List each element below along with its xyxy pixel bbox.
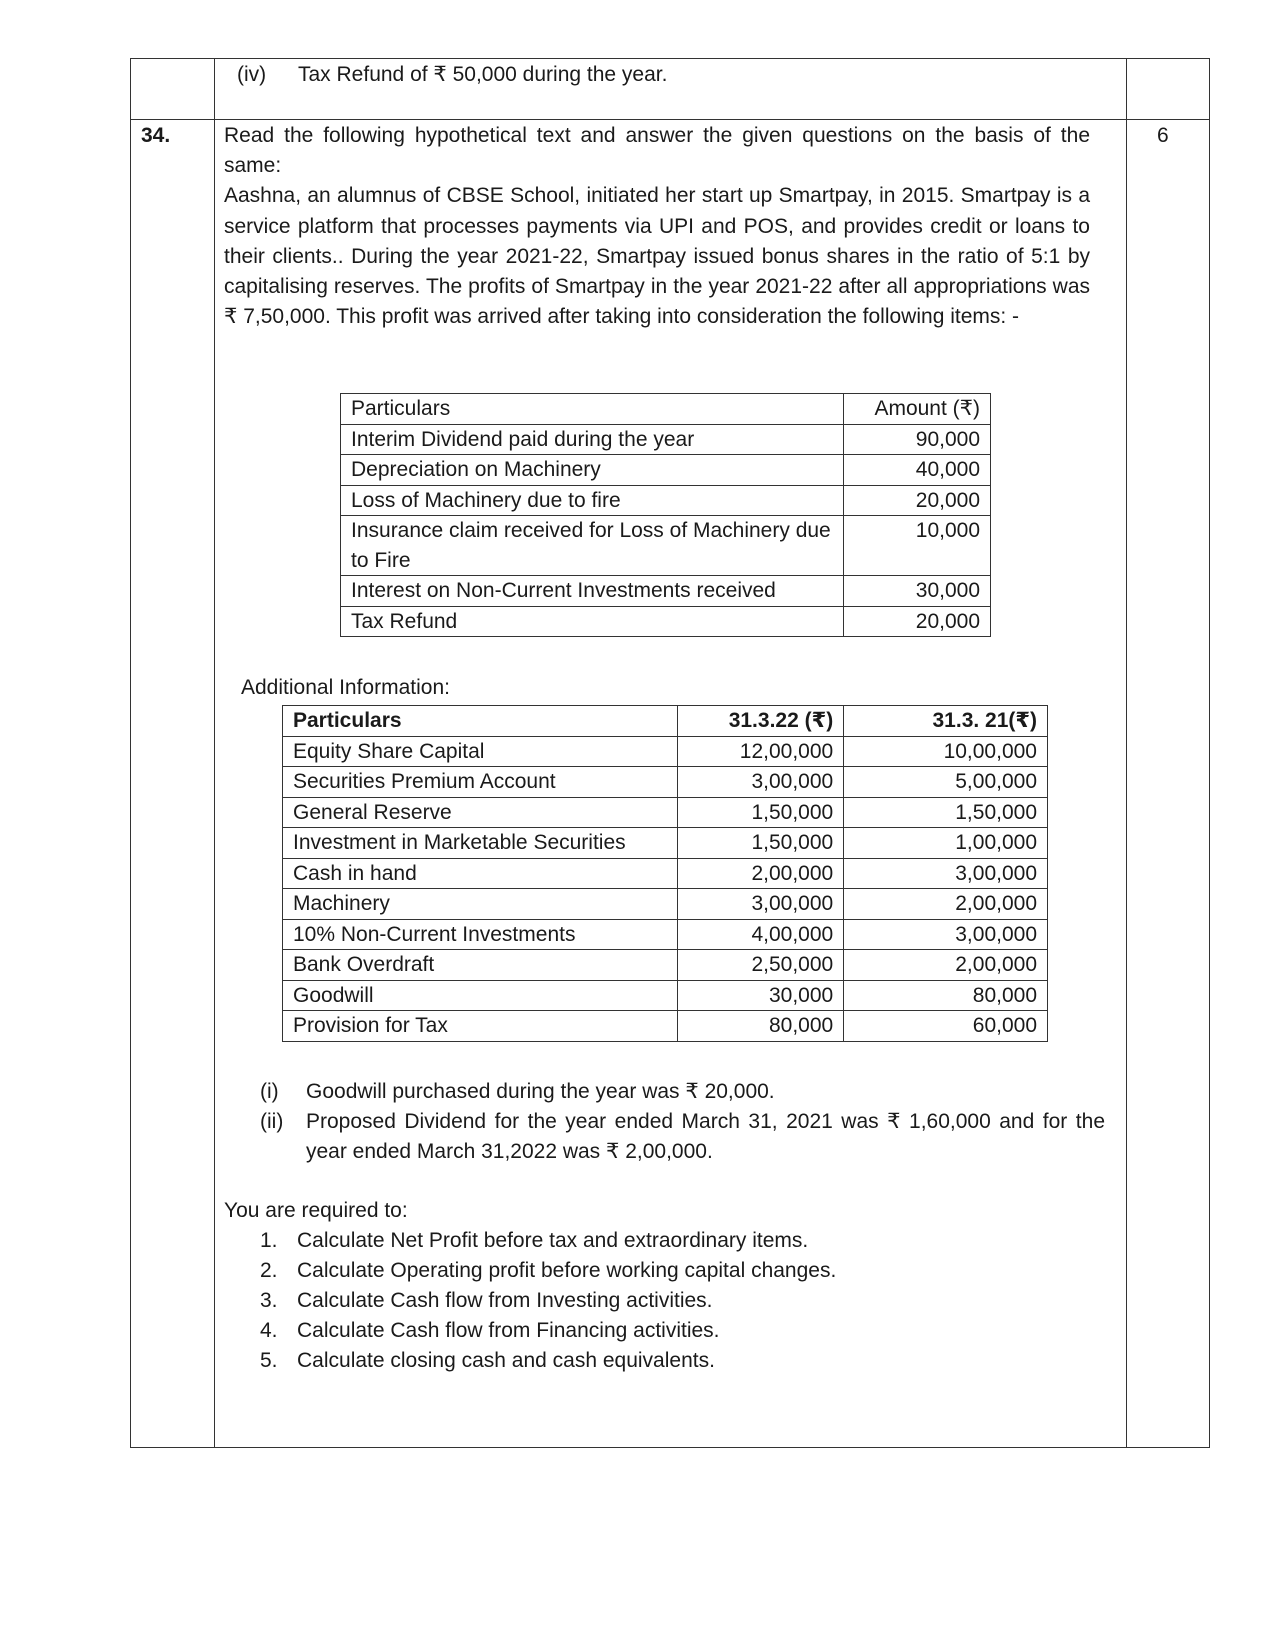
list-item <box>260 1226 836 1256</box>
top-row-text: Tax Refund of ₹ 50,000 during the year. <box>298 63 668 86</box>
value-2021-cell: 60,000 <box>844 1011 1048 1042</box>
note-item <box>260 1107 1105 1167</box>
notes-list <box>260 1077 1105 1167</box>
note-text: Proposed Dividend for the year ended March 31, 2021 was ₹ 1,60,000 and for the year ended March 31,2022 was ₹ 2,00,000. <box>306 1110 1105 1163</box>
header-cell: 31.3.22 (₹) <box>678 706 844 737</box>
table-row <box>341 455 991 486</box>
item-number: 3. <box>260 1289 278 1312</box>
value-2022-cell: 30,000 <box>678 980 844 1011</box>
particular-cell: Provision for Tax <box>283 1011 678 1042</box>
question-passage: Aashna, an alumnus of CBSE School, initiated her start up Smartpay, in 2015. Smartpay is a service platform that processes payments via UPI and POS, and provides credit or loans to their clients.. During the year 2021-22, Smartpay issued bonus shares in the ratio of 5:1 by capitalising reserves. The profits of Smartpay in the year 2021-22 after all appropriations was ₹ 7,50,000. This profit was arrived after taking into consideration the following items: - <box>224 184 1090 329</box>
question-marks: 6 <box>1157 124 1169 147</box>
particular-cell: Tax Refund <box>341 606 844 637</box>
item-text: Calculate Cash flow from Investing activities. <box>297 1289 713 1312</box>
value-2021-cell: 2,00,000 <box>844 950 1048 981</box>
table-header-row <box>283 706 1048 737</box>
value-2022-cell: 2,50,000 <box>678 950 844 981</box>
item-number: 2. <box>260 1259 278 1282</box>
question-text <box>224 121 1090 332</box>
particular-cell: General Reserve <box>283 797 678 828</box>
requirements-list <box>224 1226 836 1376</box>
item-number: 1. <box>260 1229 278 1252</box>
additional-info-table <box>282 705 1048 1042</box>
table-row <box>341 516 991 576</box>
top-row-label: (iv) <box>237 63 267 86</box>
particular-cell: Interest on Non-Current Investments received <box>341 576 844 607</box>
item-number: 4. <box>260 1319 278 1342</box>
requirements-title: You are required to: <box>224 1199 408 1222</box>
header-cell: Amount (₹) <box>844 394 991 425</box>
item-text: Calculate closing cash and cash equivalents. <box>297 1349 715 1372</box>
list-item <box>260 1316 836 1346</box>
value-2022-cell: 1,50,000 <box>678 828 844 859</box>
value-2021-cell: 1,00,000 <box>844 828 1048 859</box>
particular-cell: Loss of Machinery due to fire <box>341 485 844 516</box>
note-label: (ii) <box>260 1110 284 1133</box>
value-2021-cell: 3,00,000 <box>844 858 1048 889</box>
row-divider <box>131 119 1209 120</box>
items-table <box>340 393 991 637</box>
list-item <box>260 1286 836 1316</box>
table-row <box>341 424 991 455</box>
value-2022-cell: 80,000 <box>678 1011 844 1042</box>
value-2021-cell: 10,00,000 <box>844 736 1048 767</box>
particular-cell: Interim Dividend paid during the year <box>341 424 844 455</box>
particular-cell: Machinery <box>283 889 678 920</box>
particular-cell: Cash in hand <box>283 858 678 889</box>
value-2021-cell: 3,00,000 <box>844 919 1048 950</box>
table-row <box>341 576 991 607</box>
item-text: Calculate Cash flow from Financing activities. <box>297 1319 720 1342</box>
table-row <box>283 950 1048 981</box>
table-row <box>283 919 1048 950</box>
value-2022-cell: 4,00,000 <box>678 919 844 950</box>
table-header-row <box>341 394 991 425</box>
amount-cell: 90,000 <box>844 424 991 455</box>
table-row <box>283 889 1048 920</box>
column-divider <box>1126 59 1127 1447</box>
question-intro: Read the following hypothetical text and answer the given questions on the basis of the same: <box>224 124 1090 178</box>
list-item <box>260 1346 836 1376</box>
header-cell: 31.3. 21(₹) <box>844 706 1048 737</box>
additional-info-title: Additional Information: <box>241 676 450 699</box>
particular-cell: 10% Non-Current Investments <box>283 919 678 950</box>
table-row <box>283 828 1048 859</box>
particular-cell: Equity Share Capital <box>283 736 678 767</box>
table-row <box>341 606 991 637</box>
value-2022-cell: 12,00,000 <box>678 736 844 767</box>
amount-cell: 10,000 <box>844 516 991 576</box>
table-row <box>283 1011 1048 1042</box>
note-label: (i) <box>260 1080 279 1103</box>
amount-cell: 20,000 <box>844 606 991 637</box>
note-item <box>260 1077 1105 1107</box>
particular-cell: Securities Premium Account <box>283 767 678 798</box>
value-2022-cell: 1,50,000 <box>678 797 844 828</box>
note-text: Goodwill purchased during the year was ₹ 20,000. <box>306 1080 775 1103</box>
particular-cell: Bank Overdraft <box>283 950 678 981</box>
value-2021-cell: 80,000 <box>844 980 1048 1011</box>
value-2022-cell: 2,00,000 <box>678 858 844 889</box>
amount-cell: 20,000 <box>844 485 991 516</box>
table-row <box>283 980 1048 1011</box>
value-2021-cell: 2,00,000 <box>844 889 1048 920</box>
table-row <box>341 485 991 516</box>
value-2021-cell: 1,50,000 <box>844 797 1048 828</box>
particular-cell: Depreciation on Machinery <box>341 455 844 486</box>
value-2022-cell: 3,00,000 <box>678 889 844 920</box>
list-item <box>260 1256 836 1286</box>
column-divider <box>214 59 215 1447</box>
amount-cell: 30,000 <box>844 576 991 607</box>
table-row <box>283 736 1048 767</box>
particular-cell: Investment in Marketable Securities <box>283 828 678 859</box>
particular-cell: Insurance claim received for Loss of Machinery due to Fire <box>341 516 844 576</box>
item-number: 5. <box>260 1349 278 1372</box>
table-row <box>283 767 1048 798</box>
header-cell: Particulars <box>341 394 844 425</box>
table-row <box>283 797 1048 828</box>
item-text: Calculate Operating profit before working capital changes. <box>297 1259 837 1282</box>
item-text: Calculate Net Profit before tax and extraordinary items. <box>297 1229 809 1252</box>
table-row <box>283 858 1048 889</box>
question-number: 34. <box>141 124 171 147</box>
value-2022-cell: 3,00,000 <box>678 767 844 798</box>
header-cell: Particulars <box>283 706 678 737</box>
value-2021-cell: 5,00,000 <box>844 767 1048 798</box>
particular-cell: Goodwill <box>283 980 678 1011</box>
requirements <box>224 1196 836 1376</box>
amount-cell: 40,000 <box>844 455 991 486</box>
